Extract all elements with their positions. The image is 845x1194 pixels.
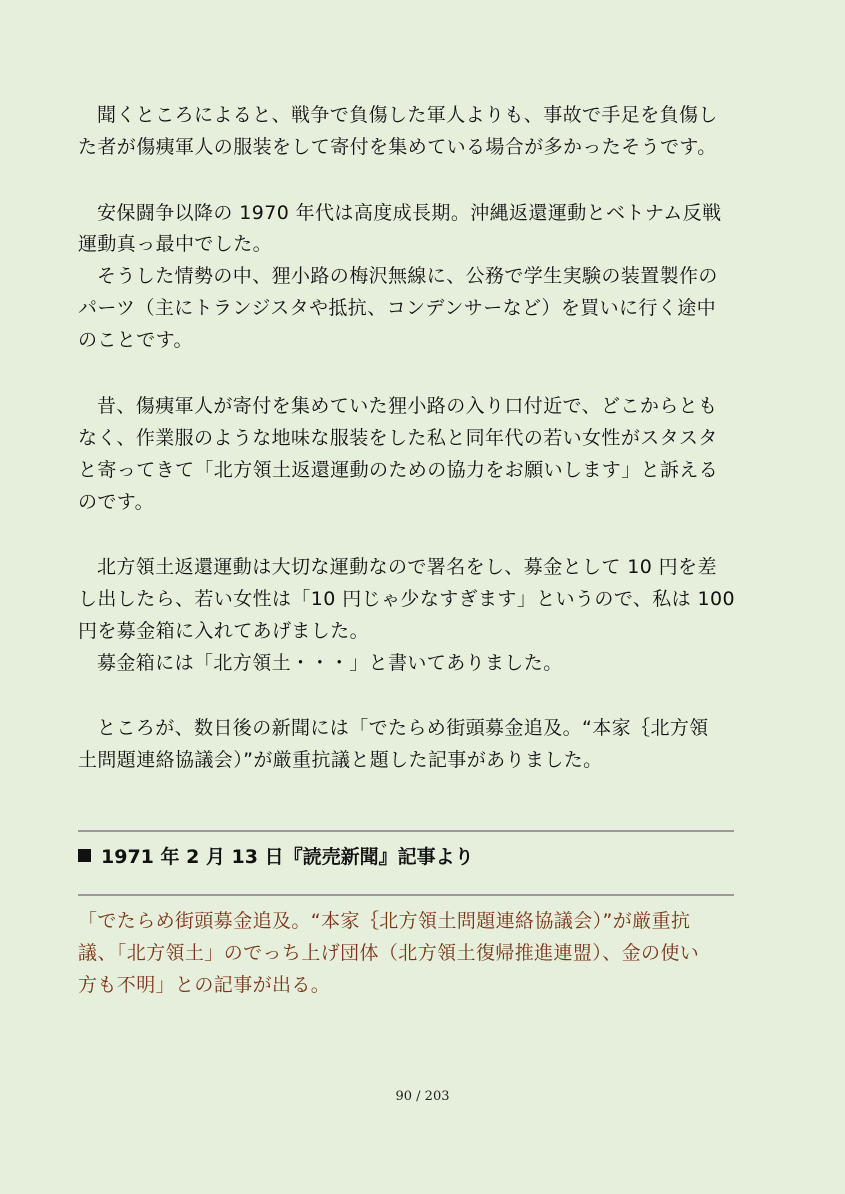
quote-line: 「でたらめ街頭募金追及。“本家｛北方領土問題連絡協議会）”が厳重抗 <box>78 910 691 932</box>
paragraph-line: パーツ（主にトランジスタや抵抗、コンデンサーなど）を買いに行く途中 <box>78 297 717 319</box>
paragraph-line: 土問題連絡協議会）”が厳重抗議と題した記事がありました。 <box>78 749 603 771</box>
paragraph-line: た者が傷痍軍人の服装をして寄付を集めている場合が多かったそうです。 <box>78 136 717 158</box>
quote-line: 方も不明」との記事が出る。 <box>78 974 331 996</box>
section-divider-bottom <box>78 894 734 896</box>
paragraph-line: のです。 <box>78 491 155 513</box>
paragraph-line: 運動真っ最中でした。 <box>78 233 273 255</box>
page-number: 90 / 203 <box>395 1089 450 1104</box>
square-bullet-icon <box>78 849 91 862</box>
paragraph-line: し出したら、若い女性は「10 円じゃ少なすぎます」というので、私は 100 <box>78 588 735 610</box>
paragraph-line: なく、作業服のような地味な服装をした私と同年代の若い女性がスタスタ <box>78 427 718 449</box>
paragraph-line: そうした情勢の中、狸小路の梅沢無線に、公務で学生実験の装置製作の <box>97 265 718 287</box>
paragraph-line: 昔、傷痍軍人が寄付を集めていた狸小路の入り口付近で、どこからとも <box>97 395 718 417</box>
paragraph-line: ところが、数日後の新聞には「でたらめ街頭募金追及。“本家｛北方領 <box>97 717 709 739</box>
paragraph-line: 北方領土返還運動は大切な運動なので署名をし、募金として 10 円を差 <box>97 556 717 578</box>
paragraph-line: 安保闘争以降の 1970 年代は高度成長期。沖縄返還運動とベトナム反戦 <box>97 202 722 224</box>
section-heading-text: 1971 年 2 月 13 日『読売新聞』記事より <box>101 846 474 868</box>
paragraph-line: 円を募金箱に入れてあげました。 <box>78 620 370 642</box>
paragraph-line: 聞くところによると、戦争で負傷した軍人よりも、事故で手足を負傷し <box>97 104 718 126</box>
quote-line: 議、「北方領土」のでっち上げ団体（北方領土復帰推進連盟）、金の使い <box>78 942 700 964</box>
section-divider-top <box>78 830 734 832</box>
paragraph-line: と寄ってきて「北方領土返還運動のための協力をお願いします」と訴える <box>78 459 719 481</box>
section-heading <box>78 843 474 871</box>
paragraph-line: 募金箱には「北方領土・・・」と書いてありました。 <box>97 652 563 674</box>
paragraph-line: のことです。 <box>78 329 193 351</box>
